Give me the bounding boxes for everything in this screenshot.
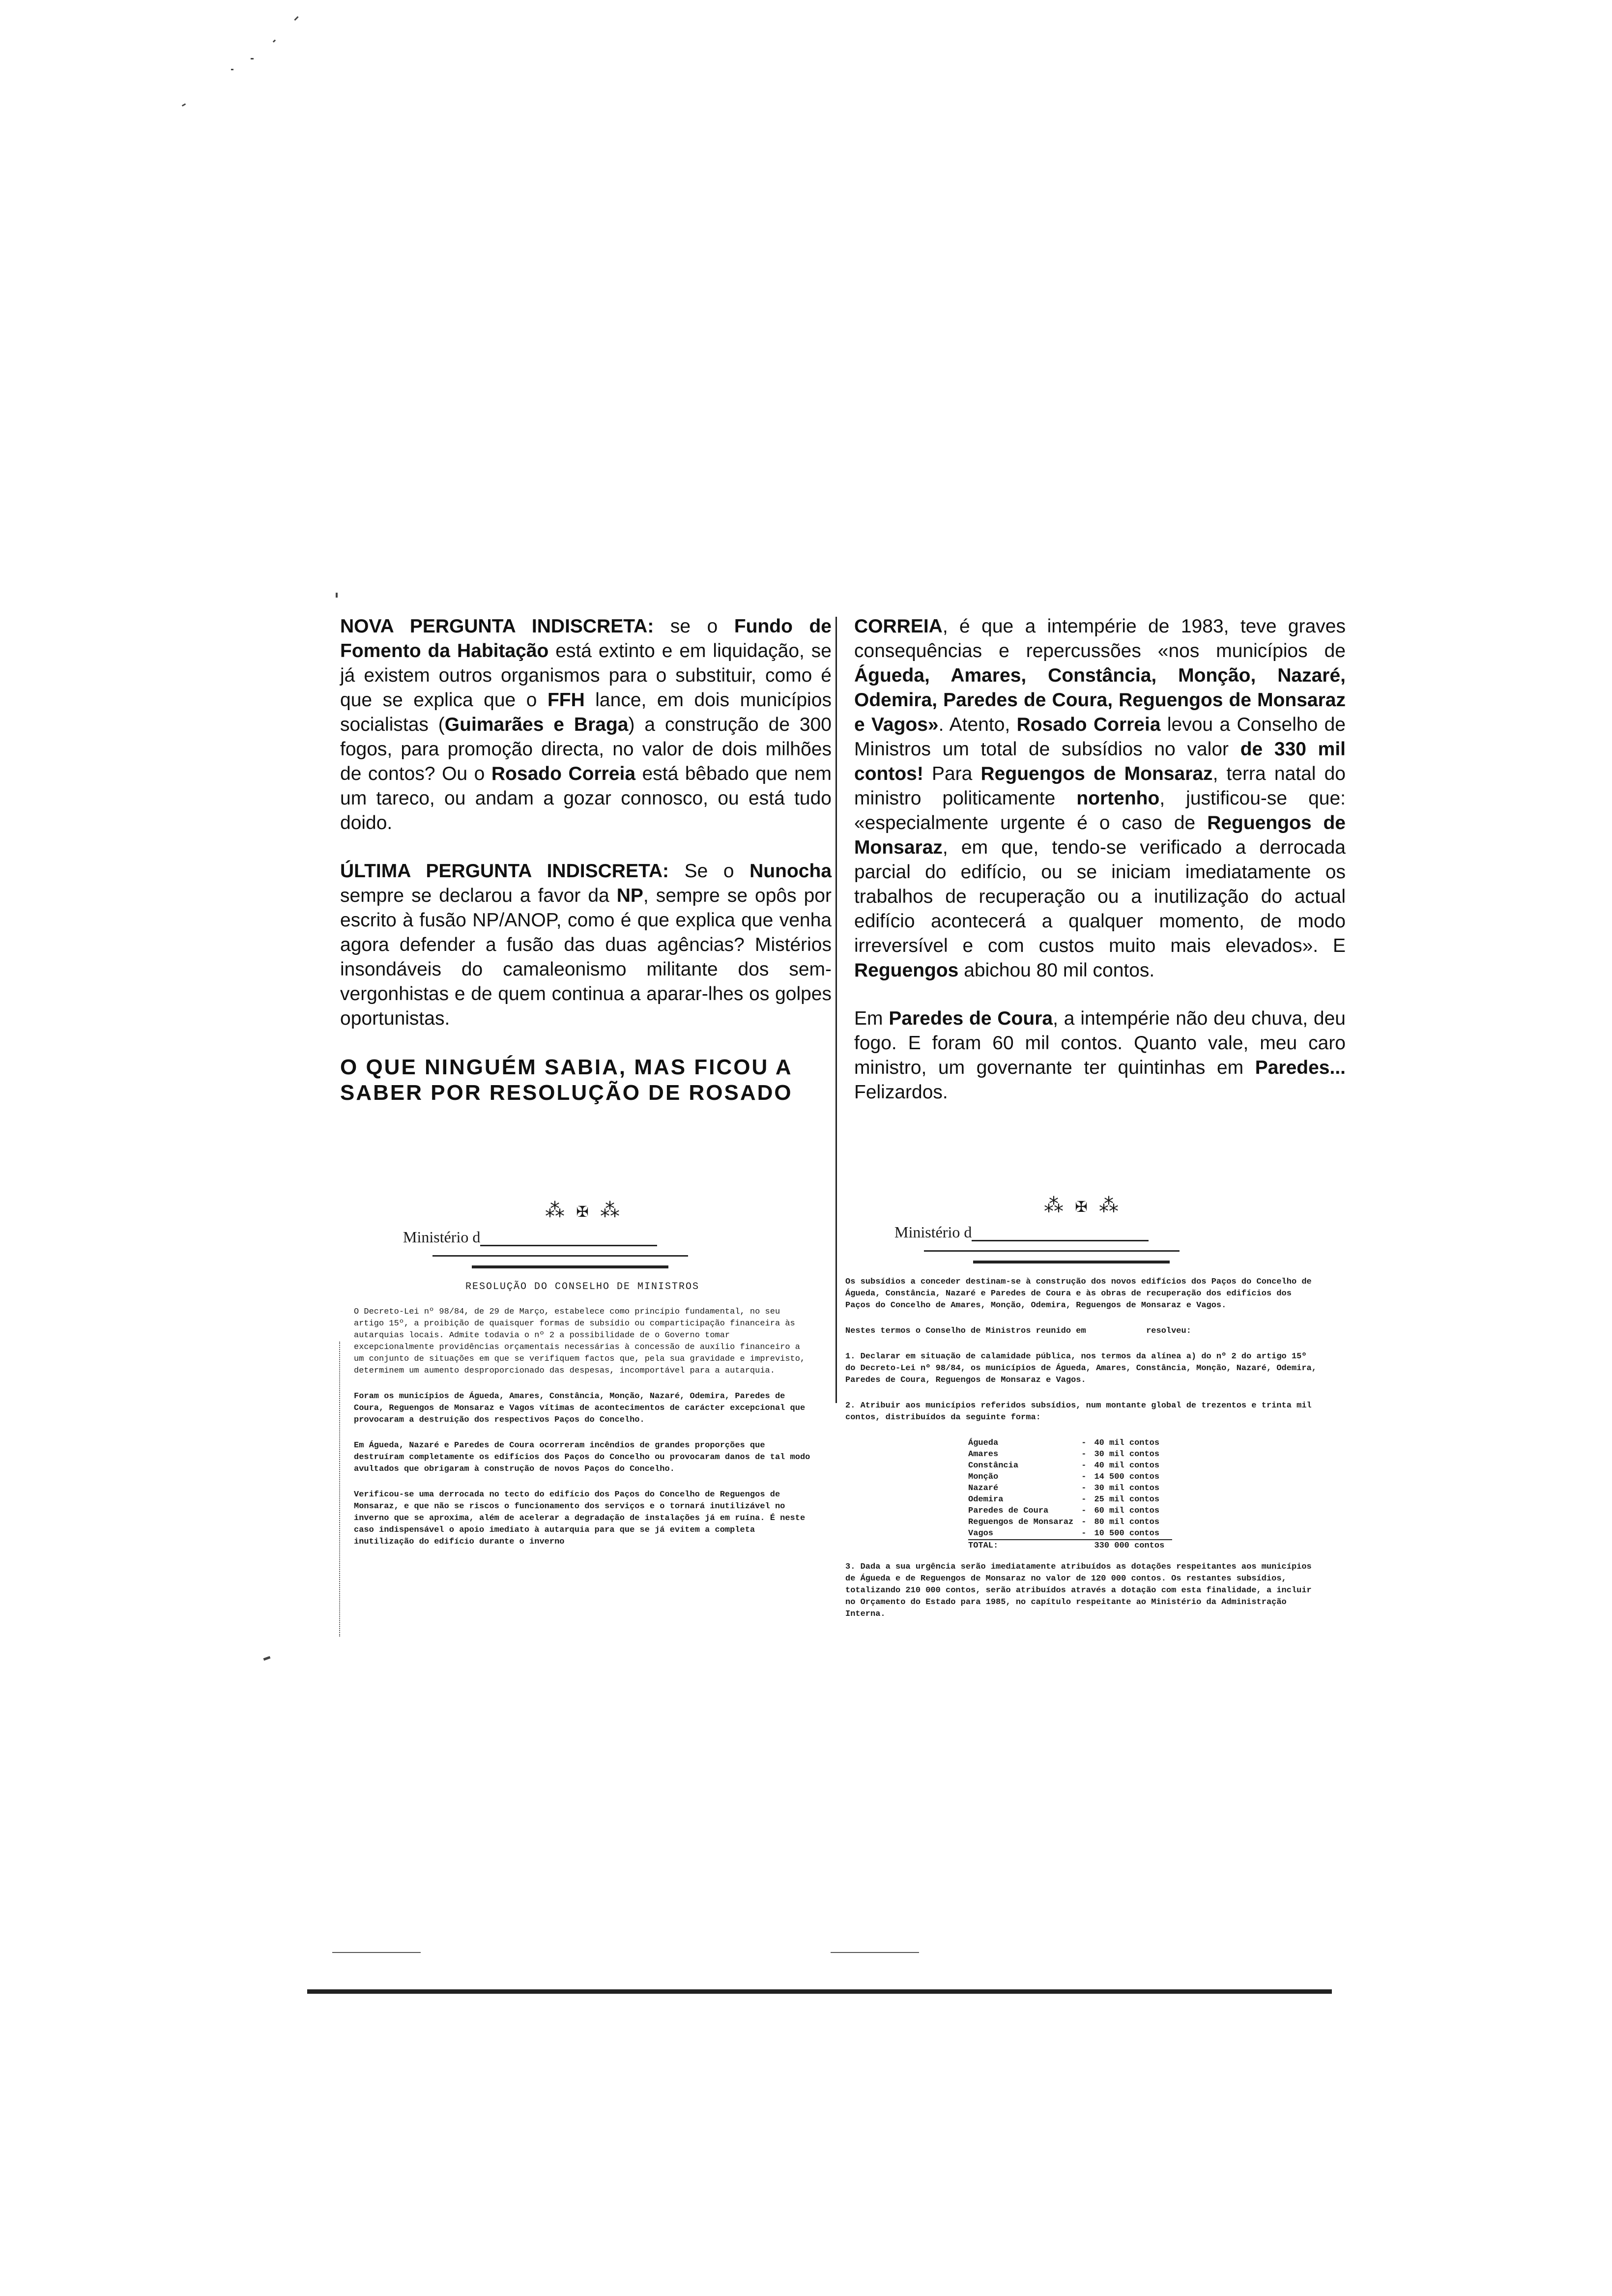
text: Felizardos. <box>854 1082 948 1103</box>
margin-note <box>339 1342 351 1636</box>
table-cell: - <box>1081 1506 1087 1516</box>
table-row <box>968 1460 1172 1471</box>
text: levou a Conselho de Ministros um total de subsídios no valor <box>854 714 1346 760</box>
table-row <box>968 1528 1172 1540</box>
lead-label: ÚLTIMA PERGUNTA INDISCRETA: <box>340 861 669 882</box>
paredes-paragraph <box>854 1006 1346 1105</box>
subsidy-table <box>968 1437 1172 1551</box>
table-cell: 80 mil contos <box>1094 1518 1160 1527</box>
ministry-line <box>894 1223 1317 1241</box>
lead-label: NOVA PERGUNTA INDISCRETA: <box>340 616 654 637</box>
footnote-scribble <box>831 1952 919 1968</box>
text: lance, em dois municípios socialistas ( <box>340 689 832 735</box>
bold-text: CORREIA <box>854 616 943 637</box>
bold-text: nortenho <box>1076 788 1160 809</box>
text: se o <box>654 616 734 637</box>
total-row <box>968 1540 1172 1551</box>
divider <box>472 1265 668 1268</box>
bold-text: de 330 mil contos! <box>854 739 1346 784</box>
coat-of-arms-icon: ⁂ ✠ ⁂ <box>1043 1196 1119 1218</box>
speck <box>294 16 298 21</box>
resolution-paragraph: 1. Declarar em situação de calamidade pública, nos termos da alínea a) do nº 2 do artigo 15º do Decreto-Lei nº 98/84, os municípios de Águeda, Amares, Constância, Monção, Nazaré, Odemira, Paredes de Coura, Reguengos de Monsaraz e Vagos. <box>845 1352 1322 1385</box>
resolution-paragraph: 3. Dada a sua urgência serão imediatamente atribuídos as dotações respeitantes aos municípios de Águeda e de Reguengos de Monsaraz no valor de 120 000 contos. Os restantes subsídios, totalizando 210 000 contos, serão atribuídos através a dotação com esta finalidade, a incluir no Orçamento do Estado para 1985, no capítulo respeitante ao Ministério da Administração Interna. <box>845 1562 1317 1619</box>
table-cell: 40 mil contos <box>1094 1438 1160 1448</box>
text: , em que, tendo-se verificado a derrocada parcial do edifício, ou se iniciam imediatamente os trabalhos de recuperação ou a inutilização do actual edifício acontecerá a qualquer momento, de modo irreversível e com custos muito mais elevados». E <box>854 837 1346 956</box>
text: Para <box>923 763 981 784</box>
table-cell: - <box>1081 1529 1087 1538</box>
table-cell: - <box>1081 1450 1087 1459</box>
speck <box>273 39 276 42</box>
table-cell: Paredes de Coura <box>968 1506 1049 1516</box>
bold-text: Reguengos de Monsaraz <box>854 812 1346 858</box>
table-cell: 30 mil contos <box>1094 1484 1160 1493</box>
left-column <box>340 614 832 1106</box>
bottom-rule <box>307 1989 1332 1994</box>
speck <box>336 593 338 598</box>
divider <box>973 1261 1170 1263</box>
table-row <box>968 1449 1172 1460</box>
question-paragraph-2 <box>340 859 832 1031</box>
resolution-paragraph: 2. Atribuir aos municípios referidos subsídios, num montante global de trezentos e trinta mil contos, distribuídos da seguinte forma: <box>845 1401 1317 1422</box>
table-row <box>968 1505 1172 1517</box>
table-cell: 60 mil contos <box>1094 1506 1160 1516</box>
text: sempre se declarou a favor da <box>340 885 617 906</box>
coat-of-arms-icon: ⁂ ✠ ⁂ <box>545 1201 620 1223</box>
resolution-paragraph: O Decreto-Lei nº 98/84, de 29 de Março, estabelece como princípio fundamental, no seu artigo 15º, a proibição de quaisquer formas de subsídio ou comparticipação financeira às autarquias locais. Admite todavia o nº 2 a possibilidade de o Governo tomar excepcionalmente providências orçamentais necessárias à concessão de auxílio financeiro a um conjunto de situações em que se verifiquem factos que, pela sua gravidade e imprevisto, determinem um aumento desproporcionado das despesas, incomportável para a autarquia. <box>354 1307 810 1376</box>
ministry-label: Ministério d <box>403 1228 481 1246</box>
blank-line <box>972 1240 1149 1241</box>
resolution-paragraph: Em Águeda, Nazaré e Paredes de Coura ocorreram incêndios de grandes proporções que destruíram completamente os edifícios dos Paços do Concelho ou provocaram danos de tal modo avultados que obrigaram à construção de novos Paços do Concelho. <box>354 1441 815 1474</box>
resolution-paragraph: Verificou-se uma derrocada no tecto do edifício dos Paços do Concelho de Reguengos de Monsaraz, e que não se riscos o funcionamento dos serviços e o tornará inutilizável no inverno que se aproxima, além de acelerar a degradação de instalações já em ruína. É neste caso indispensável o apoio imediato à autarquia para que se já evitem a completa inutilização do edifício durante o inverno <box>354 1490 810 1547</box>
table-cell: Vagos <box>968 1529 994 1538</box>
text: está extinto e em liquidação, se já existem outros organismos para o substituir, como é que se explica que o <box>340 640 832 711</box>
text: , justificou-se que: «especialmente urgente é o caso de <box>854 788 1346 833</box>
table-cell: - <box>1081 1518 1087 1527</box>
resolution-paragraph: Foram os municípios de Águeda, Amares, Constância, Monção, Nazaré, Odemira, Paredes de Coura, Reguengos de Monsaraz e Vagos vítimas de acontecimentos de carácter excepcional que provocaram a destruição dos respectivos Paços do Concelho. <box>354 1392 810 1425</box>
table-cell: Odemira <box>968 1495 1004 1504</box>
bold-text: Reguengos de Monsaraz <box>980 763 1213 784</box>
table-cell: 30 mil contos <box>1094 1450 1160 1459</box>
section-heading: O QUE NINGUÉM SABIA, MAS FICOU A SABER POR RESOLUÇÃO DE ROSADO <box>340 1055 793 1105</box>
table-row <box>968 1437 1172 1449</box>
table-row <box>968 1494 1172 1505</box>
text: ) a construção de 300 fogos, para promoção directa, no valor de dois milhões de contos? Ou o <box>340 714 832 784</box>
table-cell: - <box>1081 1461 1087 1470</box>
text: , a intempérie não deu chuva, deu fogo. E foram 60 mil contos. Quanto vale, meu caro ministro, um governante ter quintinhas em <box>854 1008 1346 1078</box>
table-cell: - <box>1081 1472 1087 1482</box>
bold-text: Paredes... <box>1255 1057 1346 1078</box>
bold-text: Rosado Correia <box>491 763 636 784</box>
bold-text: Águeda, Amares, Constância, Monção, Nazaré, Odemira, Paredes de Coura, Reguengos de Monsaraz e Vagos» <box>854 665 1346 735</box>
table-row <box>968 1471 1172 1483</box>
divider <box>432 1255 688 1257</box>
resolution-paragraph: Os subsídios a conceder destinam-se à construção dos novos edifícios dos Paços do Concelho de Águeda, Constância, Nazaré e Paredes de Coura e às obras de recuperação dos edifícios dos Paços do Concelho de Amares, Monção, Odemira, Reguengos de Monsaraz e Vagos. <box>845 1277 1317 1310</box>
bold-text: Reguengos <box>854 960 959 981</box>
column-divider <box>835 617 837 1403</box>
table-cell: Águeda <box>968 1438 999 1448</box>
table-row <box>968 1483 1172 1494</box>
text: Se o <box>669 861 750 882</box>
table-cell: Monção <box>968 1472 999 1482</box>
bold-text: Fundo de Fomento da Habitação <box>340 616 832 661</box>
bold-text: Nunocha <box>749 861 832 882</box>
total-value: 330 000 contos <box>1094 1540 1172 1551</box>
resolution-title: RESOLUÇÃO DO CONSELHO DE MINISTROS <box>465 1281 700 1292</box>
table-cell: 14 500 contos <box>1094 1472 1160 1482</box>
bold-text: NP <box>616 885 643 906</box>
text: , sempre se opôs por escrito à fusão NP/ANOP, como é que explica que venha agora defender a fusão das duas agências? Mistérios insondáveis do camaleonismo militante dos sem-vergonhistas e de quem continua a aparar-lhes os golpes oportunistas. <box>340 885 832 1029</box>
table-cell: 25 mil contos <box>1094 1495 1160 1504</box>
text: está bêbado que nem um tareco, ou andam a gozar connosco, ou está tudo doido. <box>340 763 832 833</box>
total-label: TOTAL: <box>968 1540 1081 1551</box>
ministry-line <box>403 1228 811 1246</box>
text: . Atento, <box>938 714 1017 735</box>
table-cell: - <box>1081 1438 1087 1448</box>
bold-text: Paredes de Coura <box>889 1008 1053 1029</box>
table-cell: Reguengos de Monsaraz <box>968 1518 1074 1527</box>
resolution-paragraph: Nestes termos o Conselho de Ministros reunido em resolveu: <box>845 1326 1191 1336</box>
resolution-facsimile-right <box>845 1194 1322 1892</box>
table-cell: Nazaré <box>968 1484 999 1493</box>
table-cell: 10 500 contos <box>1094 1529 1160 1538</box>
table-cell: - <box>1081 1484 1087 1493</box>
footnote-scribble <box>332 1952 421 1968</box>
blank-line <box>480 1245 657 1246</box>
speck <box>263 1656 271 1661</box>
speck <box>182 103 186 107</box>
resolution-facsimile-left <box>354 1199 815 1877</box>
text: Em <box>854 1008 889 1029</box>
table-row <box>968 1517 1172 1528</box>
table-cell: 40 mil contos <box>1094 1461 1160 1470</box>
continuation-paragraph <box>854 614 1346 983</box>
bold-text: Guimarães e Braga <box>444 714 629 735</box>
table-cell: Amares <box>968 1450 999 1459</box>
question-paragraph-1 <box>340 614 832 835</box>
text: abichou 80 mil contos. <box>958 960 1155 981</box>
table-cell: Constância <box>968 1461 1019 1470</box>
table-cell: - <box>1081 1495 1087 1504</box>
speck <box>231 69 233 70</box>
bold-text: FFH <box>547 689 585 711</box>
bold-text: Rosado Correia <box>1016 714 1161 735</box>
right-column <box>854 614 1346 1128</box>
text: , terra natal do ministro politicamente <box>854 763 1346 809</box>
text: , é que a intempérie de 1983, teve graves consequências e repercussões «nos municípios de <box>854 616 1346 661</box>
divider <box>924 1250 1180 1252</box>
ministry-label: Ministério d <box>894 1223 972 1241</box>
speck <box>251 58 254 59</box>
